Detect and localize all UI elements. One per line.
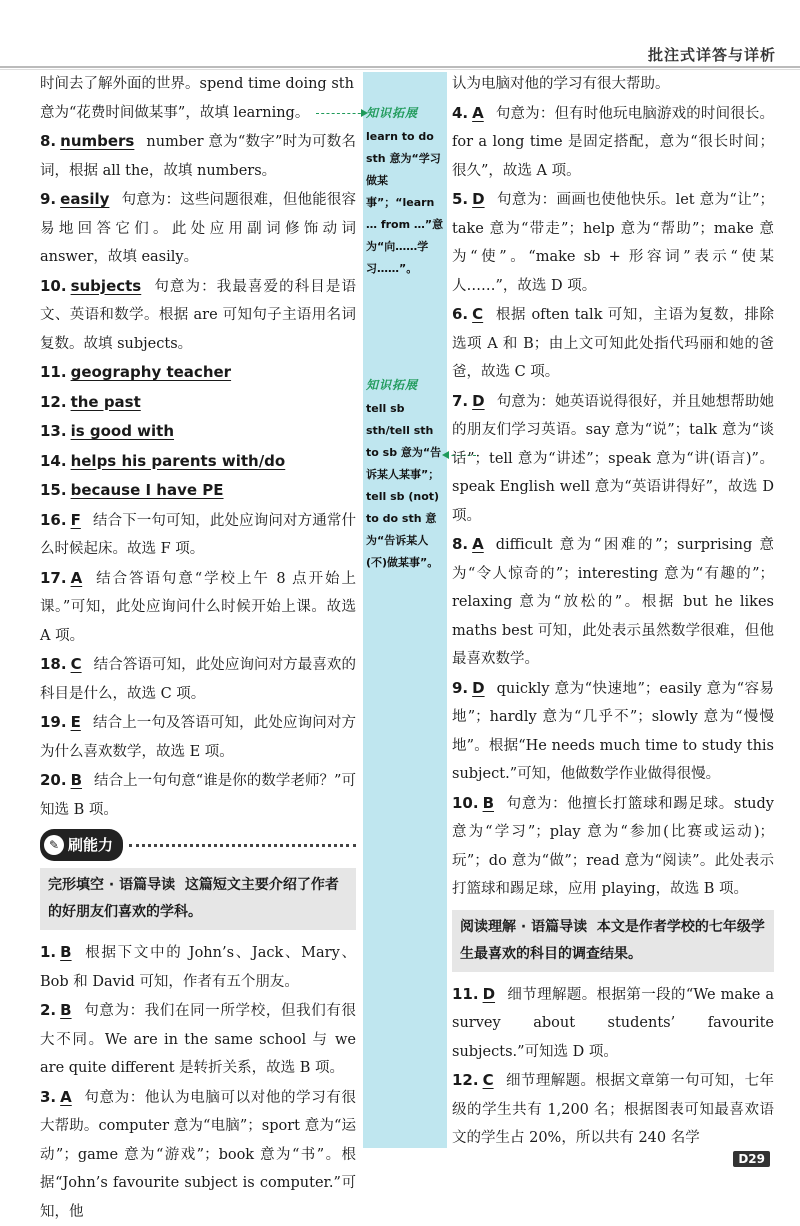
answer-item: 18. C 结合答语可知，此处应询问对方最喜欢的科目是什么，故选 C 项。: [40, 650, 356, 708]
header-rule: [0, 66, 800, 68]
knowledge-note-2: [366, 374, 446, 574]
fill-answer: 15. because I have PE: [40, 476, 356, 506]
answer-item: 12. C 细节理解题。根据文章第一句可知，七年级的学生共有 1,200 名；根据图表可知最喜欢语文的学生占 20%，所以共有 240 名学: [452, 1066, 774, 1153]
dotted-rule: [129, 844, 356, 847]
answer-item: 8. numbers number 意为“数字”时为可数名词，根据 all the，故填 numbers。: [40, 127, 356, 185]
fill-answer: 12. the past: [40, 388, 356, 418]
answer-item: 11. D 细节理解题。根据第一段的“We make a survey about students’ favourite subjects.”可知选 D 项。: [452, 980, 774, 1067]
note-text: tell sb sth/tell sth to sb 意为“告诉某人某事”；tell sb (not) to do sth 意为“告诉某人(不)做某事”。: [366, 398, 446, 574]
passage-guide: [452, 910, 774, 972]
answer-item: 3. A 句意为：他认为电脑可以对他的学习有很大帮助。computer 意为“电脑”；sport 意为“运动”；game 意为“游戏”；book 意为“书”。根据“John’s favourite subject is computer.”可知，他: [40, 1083, 356, 1226]
intro-line: 时间去了解外面的世界。spend time doing sth: [40, 70, 356, 99]
answer-item: 7. D 句意为：她英语说得很好，并且她想帮助她的朋友们学习英语。say 意为“说”；talk 意为“谈话”；tell 意为“讲述”；speak 意为“讲(语言)”。speak English well 意为“英语讲得好”，故选 D 项。: [452, 387, 774, 531]
guide-label: 完形填空 · 语篇导读: [48, 877, 175, 893]
guide-text: 本文是作者学校的七年级学生最喜欢的科目的调查结果。: [460, 919, 765, 962]
section-heading: [40, 828, 356, 862]
guide-text: 这篇短文主要介绍了作者的好朋友们喜欢的学科。: [48, 877, 339, 920]
note-title: 知识拓展: [366, 102, 446, 124]
note-text: learn to do sth 意为“学习做某事”；“learn … from …”意为“向……学习……”。: [366, 126, 446, 280]
answer-item: 4. A 句意为：但有时他玩电脑游戏的时间很长。for a long time 是固定搭配，意为“很长时间；很久”，故选 A 项。: [452, 99, 774, 186]
answer-item: 19. E 结合上一句及答语可知，此处应询问对方为什么喜欢数学，故选 E 项。: [40, 708, 356, 766]
page-number: D29: [733, 1151, 770, 1167]
intro-line: 意为“花费时间做某事”，故填 learning。: [40, 99, 356, 128]
fill-answer: 14. helps his parents with/do: [40, 447, 356, 477]
answer-item: 10. B 句意为：他擅长打篮球和踢足球。study 意为“学习”；play 意为“参加(比赛或运动)；玩”；do 意为“做”；read 意为“阅读”。此处表示打篮球和踢足球，应用 playing，故选 B 项。: [452, 789, 774, 904]
left-column: [40, 70, 356, 1226]
answer-item: 2. B 句意为：我们在同一所学校，但我们有很大不同。We are in the same school 与 we are quite different 是转折关系，故选 B 项。: [40, 996, 356, 1083]
answer-item: 5. D 句意为：画画也使他快乐。let 意为“让”；take 意为“带走”；help 意为“帮助”；make 意为“使”。“make sb + 形容词”表示“使某人……”，故选 D 项。: [452, 185, 774, 300]
answer-item: 20. B 结合上一句句意“谁是你的数学老师？”可知选 B 项。: [40, 766, 356, 824]
fill-answer: 13. is good with: [40, 417, 356, 447]
right-column: [452, 70, 774, 1153]
answer-item: 1. B 根据下文中的 John’s、Jack、Mary、Bob 和 David 可知，作者有五个朋友。: [40, 938, 356, 996]
answer-item: 9. easily 句意为：这些问题很难，但他能很容易地回答它们。此处应用副词修饰动词 answer，故填 easily。: [40, 185, 356, 272]
answer-item: 6. C 根据 often talk 可知，主语为复数，排除选项 A 和 B；由上文可知此处指代玛丽和她的爸爸，故选 C 项。: [452, 300, 774, 387]
answer-item: 17. A 结合答语句意“学校上午 8 点开始上课。”可知，此处应询问什么时候开始上课。故选 A 项。: [40, 564, 356, 651]
fill-answer: 11. geography teacher: [40, 358, 356, 388]
note-title: 知识拓展: [366, 374, 446, 396]
answer-item: 8. A difficult 意为“困难的”；surprising 意为“令人惊奇的”；interesting 意为“有趣的”；relaxing 意为“放松的”。根据 but he likes maths best 可知，此处表示虽然数学很难，但他最喜欢数学。: [452, 530, 774, 674]
running-header: 批注式详答与详析: [648, 44, 776, 65]
section-badge: ✎ 刷能力: [40, 829, 123, 862]
answer-item: 10. subjects 句意为：我最喜爱的科目是语文、英语和数学。根据 are 可知句子主语用名词复数。故填 subjects。: [40, 272, 356, 359]
intro-line: 认为电脑对他的学习有很大帮助。: [452, 70, 774, 99]
pencil-icon: ✎: [44, 835, 64, 855]
answer-item: 9. D quickly 意为“快速地”；easily 意为“容易地”；hardly 意为“几乎不”；slowly 意为“慢慢地”。根据“He needs much time to study this subject.”可知，他做数学作业做得很慢。: [452, 674, 774, 789]
passage-guide: [40, 868, 356, 930]
answer-item: 16. F 结合下一句可知，此处应询问对方通常什么时候起床。故选 F 项。: [40, 506, 356, 564]
knowledge-note-1: [366, 102, 446, 280]
guide-label: 阅读理解 · 语篇导读: [460, 919, 587, 935]
